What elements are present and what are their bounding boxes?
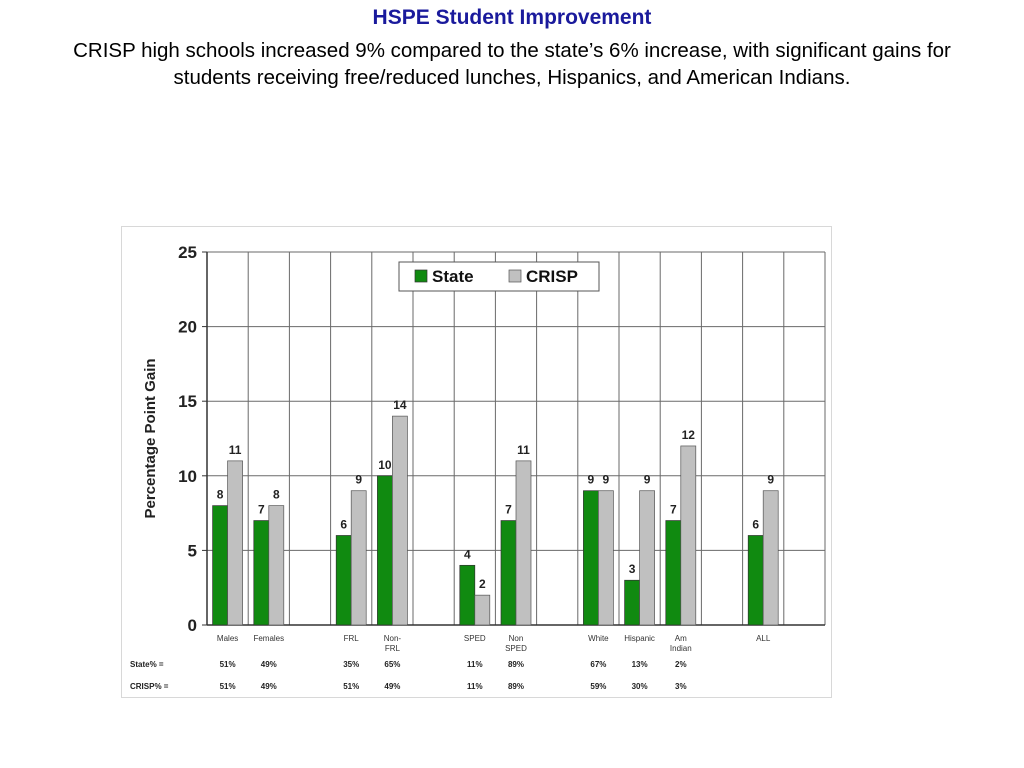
bar-crisp — [516, 461, 531, 625]
table-cell-crisp-pct: 49% — [384, 682, 401, 691]
table-cell-crisp-pct: 51% — [219, 682, 236, 691]
table-cell-crisp-pct: 59% — [590, 682, 607, 691]
legend-label-state: State — [432, 267, 474, 286]
bar-chart — [122, 227, 831, 697]
bar-crisp — [392, 416, 407, 625]
legend-swatch-state — [415, 270, 427, 282]
bar-crisp — [228, 461, 243, 625]
data-label-crisp: 11 — [228, 442, 242, 457]
bar-crisp — [598, 491, 613, 625]
table-cell-crisp-pct: 11% — [467, 682, 483, 691]
category-label: Indian — [669, 644, 692, 653]
table-row-label-state: State% = — [130, 660, 164, 669]
category-label: FRL — [343, 634, 359, 643]
data-label-crisp: 9 — [602, 472, 610, 487]
table-cell-crisp-pct: 3% — [675, 682, 687, 691]
data-label-crisp: 12 — [681, 427, 695, 442]
legend-label-crisp: CRISP — [526, 267, 578, 286]
y-axis-title: Percentage Point Gain — [142, 358, 159, 519]
table-cell-state-pct: 2% — [675, 660, 687, 669]
bar-state — [254, 521, 269, 625]
bar-crisp — [640, 491, 655, 625]
bar-state — [748, 535, 763, 625]
category-label: Am — [674, 634, 687, 643]
bar-crisp — [763, 491, 778, 625]
table-cell-state-pct: 89% — [507, 660, 525, 669]
table-cell-crisp-pct: 89% — [507, 682, 525, 691]
y-tick-label: 25 — [178, 243, 197, 262]
category-label: Females — [253, 634, 285, 643]
table-cell-state-pct: 35% — [343, 660, 360, 669]
y-tick-label: 15 — [178, 392, 197, 412]
bar-state — [377, 476, 392, 625]
data-label-state: 4 — [463, 547, 471, 562]
category-label: SPED — [463, 634, 486, 643]
data-label-state: 7 — [505, 502, 512, 517]
y-tick-label: 0 — [187, 616, 197, 635]
page-caption: CRISP high schools increased 9% compared to the state’s 6% increase, with significant gains for students receiving free/reduced lunches, Hispanics, and American Indians. — [73, 39, 951, 89]
page-title: HSPE Student Improvement — [372, 6, 652, 29]
table-cell-state-pct: 65% — [384, 660, 401, 669]
table-cell-state-pct: 67% — [590, 660, 607, 669]
data-label-state: 10 — [378, 457, 392, 472]
data-label-state: 6 — [752, 517, 760, 532]
bar-state — [336, 535, 351, 625]
data-label-crisp: 2 — [478, 577, 486, 592]
data-label-state: 8 — [216, 487, 224, 502]
table-cell-crisp-pct: 51% — [343, 682, 360, 691]
data-label-crisp: 14 — [393, 398, 407, 413]
data-label-state: 7 — [257, 502, 265, 517]
table-cell-state-pct: 13% — [631, 660, 648, 669]
category-label: Non- — [383, 634, 402, 643]
bar-state — [213, 506, 228, 625]
data-label-state: 9 — [587, 472, 595, 487]
data-label-crisp: 9 — [767, 472, 775, 487]
category-label: SPED — [505, 644, 527, 653]
data-label-state: 3 — [628, 562, 636, 577]
bar-crisp — [269, 506, 284, 625]
category-label: Hispanic — [624, 634, 655, 643]
data-label-crisp: 11 — [517, 442, 530, 457]
table-row-label-crisp: CRISP% = — [130, 682, 169, 691]
table-cell-crisp-pct: 49% — [260, 682, 277, 691]
category-label: FRL — [384, 644, 400, 653]
category-label: Non — [508, 634, 524, 643]
bar-state — [625, 580, 640, 625]
bar-state — [501, 521, 516, 625]
legend-swatch-crisp — [509, 270, 521, 282]
bar-crisp — [681, 446, 696, 625]
data-label-crisp: 8 — [272, 487, 280, 502]
category-label: White — [588, 634, 609, 643]
table-cell-state-pct: 11% — [467, 660, 483, 669]
y-tick-label: 10 — [178, 466, 197, 486]
table-cell-state-pct: 51% — [219, 660, 236, 669]
bar-state — [583, 491, 598, 625]
table-cell-crisp-pct: 30% — [631, 682, 648, 691]
y-tick-label: 5 — [187, 541, 197, 561]
category-label: Males — [216, 634, 239, 643]
data-label-crisp: 9 — [643, 472, 651, 487]
bar-state — [460, 565, 475, 625]
chart-figure — [121, 226, 832, 698]
bar-crisp — [351, 491, 366, 625]
bar-crisp — [475, 595, 490, 625]
y-tick-label: 20 — [178, 317, 197, 337]
bar-state — [666, 521, 681, 625]
data-label-state: 7 — [669, 502, 677, 517]
data-label-state: 6 — [340, 517, 348, 532]
table-cell-state-pct: 49% — [260, 660, 277, 669]
category-label: ALL — [756, 634, 771, 643]
data-label-crisp: 9 — [355, 472, 363, 487]
